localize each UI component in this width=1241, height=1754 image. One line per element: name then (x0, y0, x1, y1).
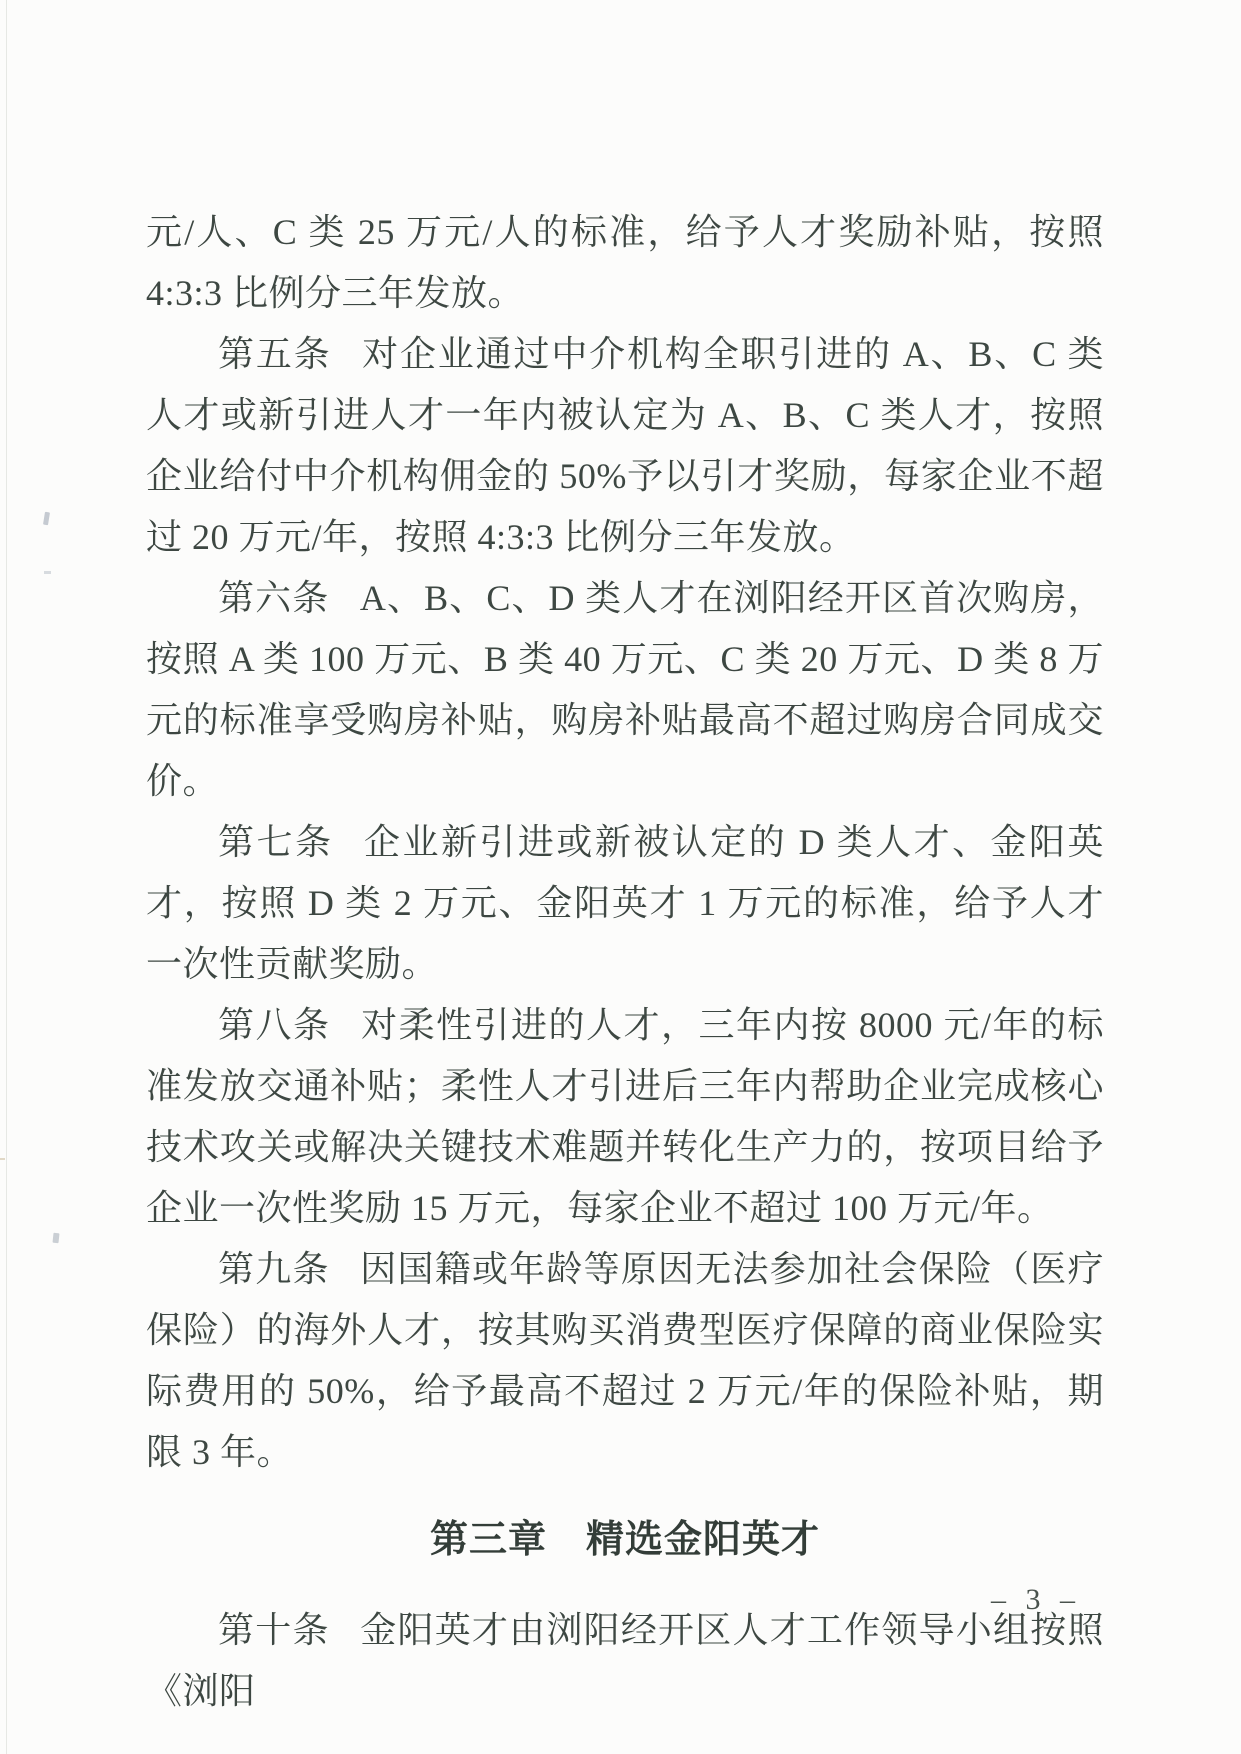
paragraph-continuation (146, 202, 1104, 324)
article-label: 第六条 (218, 578, 330, 618)
scan-artifact (43, 512, 50, 526)
article-10 (146, 1600, 1104, 1722)
scan-artifact (0, 1158, 5, 1160)
article-text: 对柔性引进的人才，三年内按 8000 元/年的标准发放交通补贴；柔性人才引进后三年内帮助企业完成核心技术攻关或解决关键技术难题并转化生产力的，按项目给予企业一次性奖励 15 万元，每家企业不超过 100 万元/年。 (146, 1005, 1104, 1228)
article-5 (146, 324, 1104, 568)
article-text: 企业新引进或新被认定的 D 类人才、金阳英才，按照 D 类 2 万元、金阳英才 1 万元的标准，给予人才一次性贡献奖励。 (146, 822, 1104, 984)
document-body (146, 202, 1104, 1722)
article-6 (146, 568, 1104, 812)
article-text: 对企业通过中介机构全职引进的 A、B、C 类人才或新引进人才一年内被认定为 A、B、C 类人才，按照企业给付中介机构佣金的 50%予以引才奖励，每家企业不超过 20 万元/年，按照 4:3:3 比例分三年发放。 (146, 334, 1104, 557)
article-9 (146, 1239, 1104, 1483)
article-text: 因国籍或年龄等原因无法参加社会保险（医疗保险）的海外人才，按其购买消费型医疗保障的商业保险实际费用的 50%，给予最高不超过 2 万元/年的保险补贴，期限 3 年。 (146, 1249, 1104, 1472)
scan-edge-line (6, 0, 7, 1754)
page-number: – 3 – (991, 1583, 1081, 1616)
article-8 (146, 995, 1104, 1239)
article-label: 第九条 (218, 1249, 330, 1289)
article-text: A、B、C、D 类人才在浏阳经开区首次购房，按照 A 类 100 万元、B 类 40 万元、C 类 20 万元、D 类 8 万元的标准享受购房补贴，购房补贴最高不超过购房合同成交价。 (146, 578, 1104, 801)
scan-artifact (52, 1233, 59, 1244)
paragraph-text: 元/人、C 类 25 万元/人的标准，给予人才奖励补贴，按照 4:3:3 比例分三年发放。 (146, 212, 1104, 313)
article-label: 第八条 (218, 1005, 331, 1045)
article-label: 第五条 (218, 334, 332, 374)
article-label: 第十条 (218, 1610, 330, 1650)
article-text: 金阳英才由浏阳经开区人才工作领导小组按照《浏阳 (146, 1610, 1104, 1711)
chapter-heading: 第三章 精选金阳英才 (429, 1519, 820, 1561)
article-7 (146, 812, 1104, 995)
scan-artifact (44, 571, 51, 574)
article-label: 第七条 (218, 822, 334, 862)
